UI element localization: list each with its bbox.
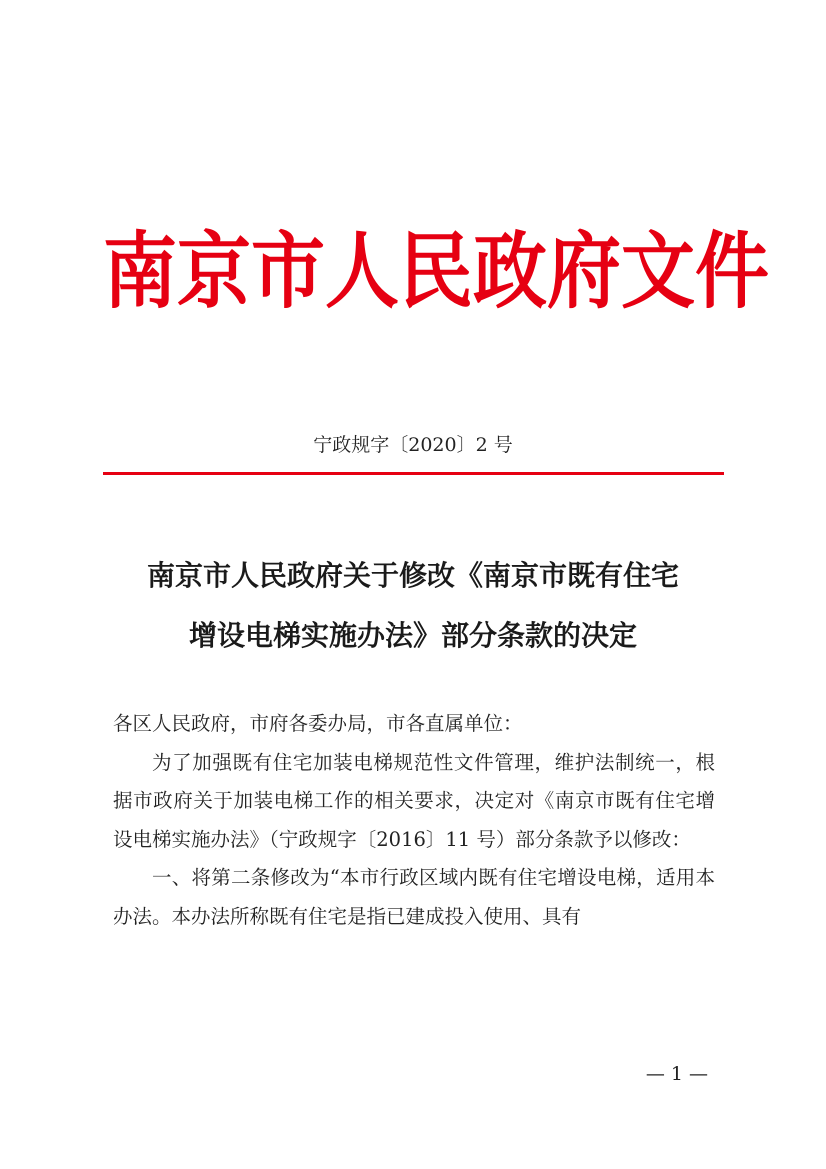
paragraph-intro: 为了加强既有住宅加装电梯规范性文件管理，维护法制统一，根据市政府关于加装电梯工作的相关要求，决定对《南京市既有住宅增设电梯实施办法》（宁政规字〔2016〕11 号）部分条款予以修改： xyxy=(113,750,715,851)
title-line-1: 南京市人民政府关于修改《南京市既有住宅 xyxy=(146,559,679,592)
title-line-2: 增设电梯实施办法》部分条款的决定 xyxy=(188,619,637,652)
document-body xyxy=(113,705,715,937)
salutation: 各区人民政府，市府各委办局，市各直属单位： xyxy=(113,712,523,735)
document-number: 宁政规字〔2020〕2 号 xyxy=(313,434,513,456)
document-title xyxy=(103,546,723,666)
red-divider-rule xyxy=(103,472,724,475)
paragraph-article-1: 一、将第二条修改为“本市行政区域内既有住宅增设电梯，适用本办法。本办法所称既有住宅是指已建成投入使用、具有 xyxy=(113,866,715,928)
page-number: — 1 — xyxy=(645,1063,708,1085)
masthead-title: 南京市人民政府文件 xyxy=(103,223,769,321)
